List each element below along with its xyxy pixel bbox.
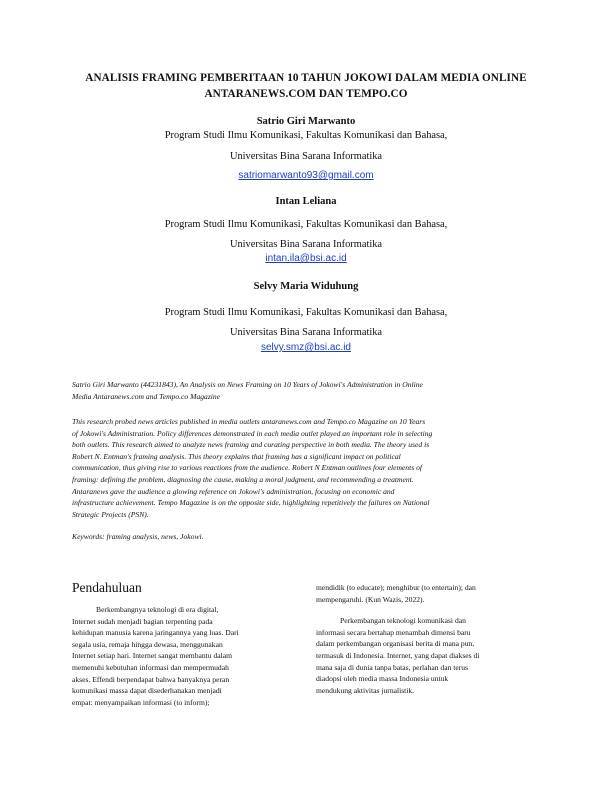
right-column-line: diadopsi oleh media massa Indonesia untuk [316, 674, 449, 684]
right-column-line: mendidik (to educate); menghibur (to entertain); dan [316, 583, 476, 592]
title-line-2: ANTARANEWS.COM DAN TEMPO.CO [204, 88, 408, 100]
left-column-line: segala usia, remaja hingga dewasa, menggunakan [72, 639, 223, 649]
left-column-line: memenuhi kebutuhan informasi dan mempermudah [72, 662, 229, 672]
title-line-1: ANALISIS FRAMING PEMBERITAAN 10 TAHUN JOKOWI DALAM MEDIA ONLINE [85, 72, 527, 84]
citation [72, 379, 540, 402]
abstract-line: Robert N. Entman's framing analysis. This theory explains that framing has a significant impact on political [72, 451, 401, 461]
author-email-2[interactable]: intan.ila@bsi.ac.id [265, 253, 347, 264]
abstract-line: infrastructure achievement. Tempo Magazine is on the opposite side, highlighting repetitively the failures on National [72, 498, 430, 508]
right-column-line: mempengaruhi. (Kun Wazis, 2022). [316, 594, 425, 604]
author-institution-1: Universitas Bina Sarana Informatika [229, 151, 383, 162]
left-column-line: Berkembangnya teknologi di era digital, [96, 605, 219, 614]
left-column-line: empat: menyampaikan informasi (to inform); [72, 697, 210, 707]
right-column-line: mendukung aktivitas jurnalistik. [316, 685, 415, 695]
abstract-line: both outlets. This research aimed to analyze news framing and curating perspective in both media. The theory used is [72, 440, 430, 450]
abstract-line: Strategic Projects (PSN). [72, 509, 149, 519]
abstract-line: of Jokowi's Administration. Policy differences demonstrated in each media outlet played an important role in selecting [72, 428, 433, 438]
author-name-3: Selvy Maria Widuhung [253, 281, 359, 292]
left-column-line: komunikasi massa dapat disederhanakan menjadi [72, 686, 222, 696]
author-institution-2: Universitas Bina Sarana Informatika [229, 239, 383, 250]
right-column-line: mana saja di dunia tanpa batas, perlahan dan terus [316, 662, 469, 672]
right-column-line: informasi secara bertahap menambah dimensi baru [316, 627, 471, 637]
paper-title [60, 70, 552, 102]
author-email-3[interactable]: selvy.smz@bsi.ac.id [261, 342, 351, 353]
author-name-2: Intan Leliana [275, 196, 337, 207]
abstract-line: Antaranews gave the audience a glowing reference on Jokowi's administration, focusing on economic and [72, 486, 395, 496]
left-column-line: kehidupan manusia karena jaringannya yang luas. Dari [72, 628, 239, 638]
right-column-line: termasuk di Indonesia. Internet, yang dapat diakses di [316, 650, 480, 660]
author-email-1[interactable]: satriomarwanto93@gmail.com [238, 170, 374, 181]
abstract-line: This research probed news articles published in media outlets antaranews.com and Tempo.co Magazine on 10 Years [72, 417, 426, 426]
section-heading-introduction: Pendahuluan [72, 580, 142, 595]
author-affiliation-2: Program Studi Ilmu Komunikasi, Fakultas Komunikasi dan Bahasa, [164, 219, 448, 230]
left-column-line: Internet sudah menjadi bagian terpenting pada [72, 616, 213, 626]
author-affiliation-1: Program Studi Ilmu Komunikasi, Fakultas Komunikasi dan Bahasa, [164, 130, 448, 141]
abstract [72, 416, 540, 520]
right-column [316, 582, 534, 696]
right-column-line: dalam perkembangan organisasi berita di mana pun, [316, 639, 475, 649]
left-column [72, 604, 290, 708]
citation-line-1: Satrio Giri Marwanto (44231843), An Analysis on News Framing on 10 Years of Jokowi's Administration in Online [72, 380, 423, 389]
author-institution-3: Universitas Bina Sarana Informatika [229, 327, 383, 338]
citation-line-2: Media Antaranews.com and Tempo.co Magazine [72, 391, 221, 401]
author-name-1: Satrio Giri Marwanto [256, 116, 356, 127]
author-affiliation-3: Program Studi Ilmu Komunikasi, Fakultas Komunikasi dan Bahasa, [164, 307, 448, 318]
left-column-line: akses. Effendi berpendapat bahwa banyaknya peran [72, 674, 230, 684]
abstract-line: communication, thus giving rise to various reactions from the audience. Robert N Entman outlines four elements of [72, 463, 422, 473]
abstract-line: framing: defining the problem, diagnosing the cause, making a moral judgment, and recommending a treatment. [72, 474, 414, 484]
right-column-line: Perkembangan teknologi komunikasi dan [340, 616, 466, 626]
keywords: Keywords: framing analysis, news, Jokowi. [72, 532, 204, 541]
left-column-line: Internet setiap hari. Internet sangat membantu dalam [72, 651, 233, 661]
paragraph-spacer [316, 605, 534, 615]
